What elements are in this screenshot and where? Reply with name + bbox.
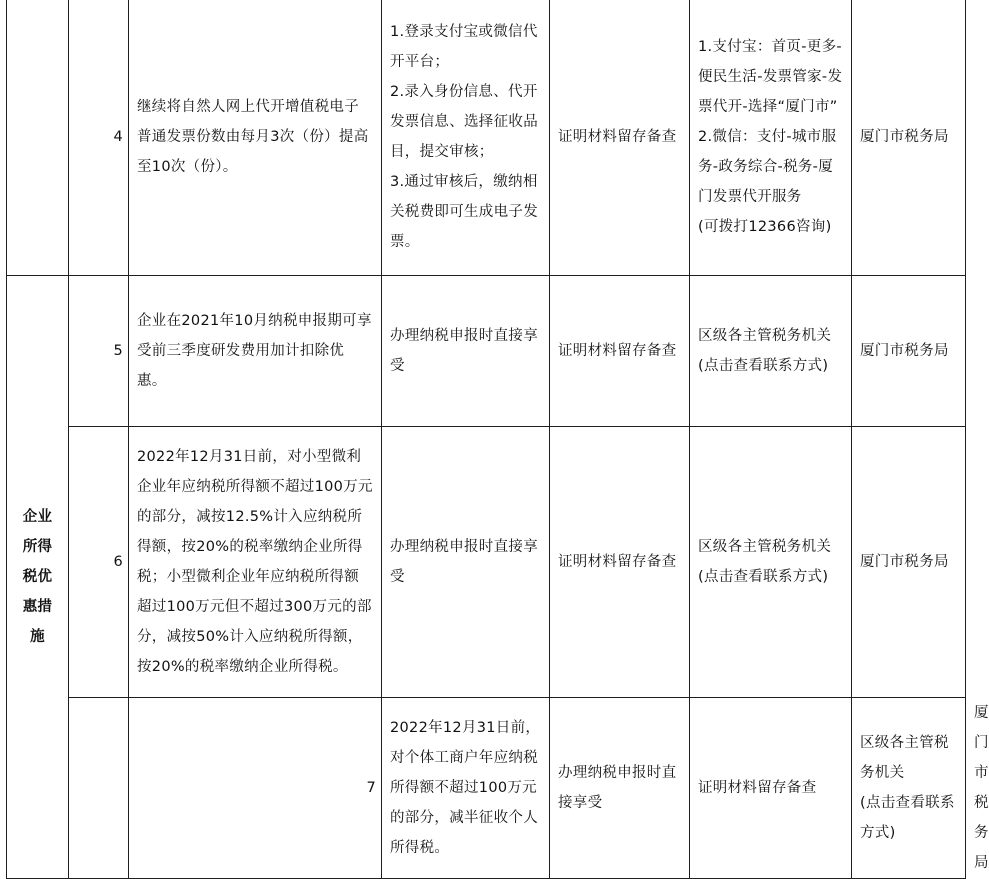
table-row xyxy=(7,276,966,427)
contact-link[interactable]: (点击查看联系方式) xyxy=(860,795,955,841)
channel-line: 2.微信：支付-城市服务-政务综合-税务-厦门发票代开服务 xyxy=(698,129,837,205)
procedure-cell xyxy=(382,276,550,427)
department-cell: 厦门市税务局 xyxy=(852,276,966,427)
channel-cell xyxy=(690,276,852,427)
row-number: 6 xyxy=(69,427,129,698)
materials-cell: 证明材料留存备查 xyxy=(690,698,852,879)
procedure-step: 办理纳税申报时直接享受 xyxy=(390,539,538,585)
row-number: 7 xyxy=(129,698,382,879)
table-row: 7 2022年12月31日前，对个体工商户年应纳税所得额不超过100万元的部分，减半征收个人所得税。 办理纳税申报时直接享受 证明材料留存备查 区级各主管税务机关 (点击查看联系方式) 厦门市税务局 xyxy=(7,698,966,879)
channel-line: 区级各主管税务机关 xyxy=(698,539,832,555)
channel-cell xyxy=(852,698,966,879)
procedure-step: 3.通过审核后，缴纳相关税费即可生成电子发票。 xyxy=(390,174,538,250)
category-cell-empty xyxy=(69,698,129,879)
contact-link[interactable]: (点击查看联系方式) xyxy=(698,358,829,374)
row-number: 5 xyxy=(69,276,129,427)
measure-description: 继续将自然人网上代开增值税电子普通发票份数由每月3次（份）提高至10次（份）。 xyxy=(129,0,382,276)
measure-description: 企业在2021年10月纳税申报期可享受前三季度研发费用加计扣除优惠。 xyxy=(129,276,382,427)
procedure-step: 2.录入身份信息、代开发票信息、选择征收品目，提交审核； xyxy=(390,84,538,160)
channel-line: 1.支付宝：首页-更多-便民生活-发票管家-发票代开-选择“厦门市” xyxy=(698,39,843,115)
materials-cell: 证明材料留存备查 xyxy=(550,0,690,276)
measure-description: 2022年12月31日前，对小型微利企业年应纳税所得额不超过100万元的部分，减按12.5%计入应纳税所得额，按20%的税率缴纳企业所得税；小型微利企业年应纳税所得额超过100万元但不超过300万元的部分，减按50%计入应纳税所得额，按20%的税率缴纳企业所得税。 xyxy=(129,427,382,698)
channel-line: 区级各主管税务机关 xyxy=(698,328,832,344)
procedure-cell xyxy=(550,698,690,879)
channel-line: 区级各主管税务机关 xyxy=(860,735,949,781)
procedure-step: 办理纳税申报时直接享受 xyxy=(390,328,538,374)
category-label: 企业所得税优惠措施 xyxy=(7,276,69,879)
procedure-cell xyxy=(382,427,550,698)
table-row xyxy=(7,427,966,698)
department-cell: 厦门市税务局 xyxy=(852,427,966,698)
measure-description: 2022年12月31日前，对个体工商户年应纳税所得额不超过100万元的部分，减半征收个人所得税。 xyxy=(382,698,550,879)
channel-line: (可拨打12366咨询) xyxy=(698,219,832,235)
contact-link[interactable]: (点击查看联系方式) xyxy=(698,569,829,585)
procedure-step: 1.登录支付宝或微信代开平台； xyxy=(390,24,538,70)
procedure-step: 办理纳税申报时直接享受 xyxy=(558,765,677,811)
category-cell-empty xyxy=(7,0,69,276)
materials-cell: 证明材料留存备查 xyxy=(550,276,690,427)
channel-cell xyxy=(690,427,852,698)
table-row xyxy=(7,0,966,276)
policy-table xyxy=(6,0,989,879)
materials-cell: 证明材料留存备查 xyxy=(550,427,690,698)
row-number: 4 xyxy=(69,0,129,276)
procedure-cell xyxy=(382,0,550,276)
department-cell: 厦门市税务局 xyxy=(852,0,966,276)
channel-cell xyxy=(690,0,852,276)
